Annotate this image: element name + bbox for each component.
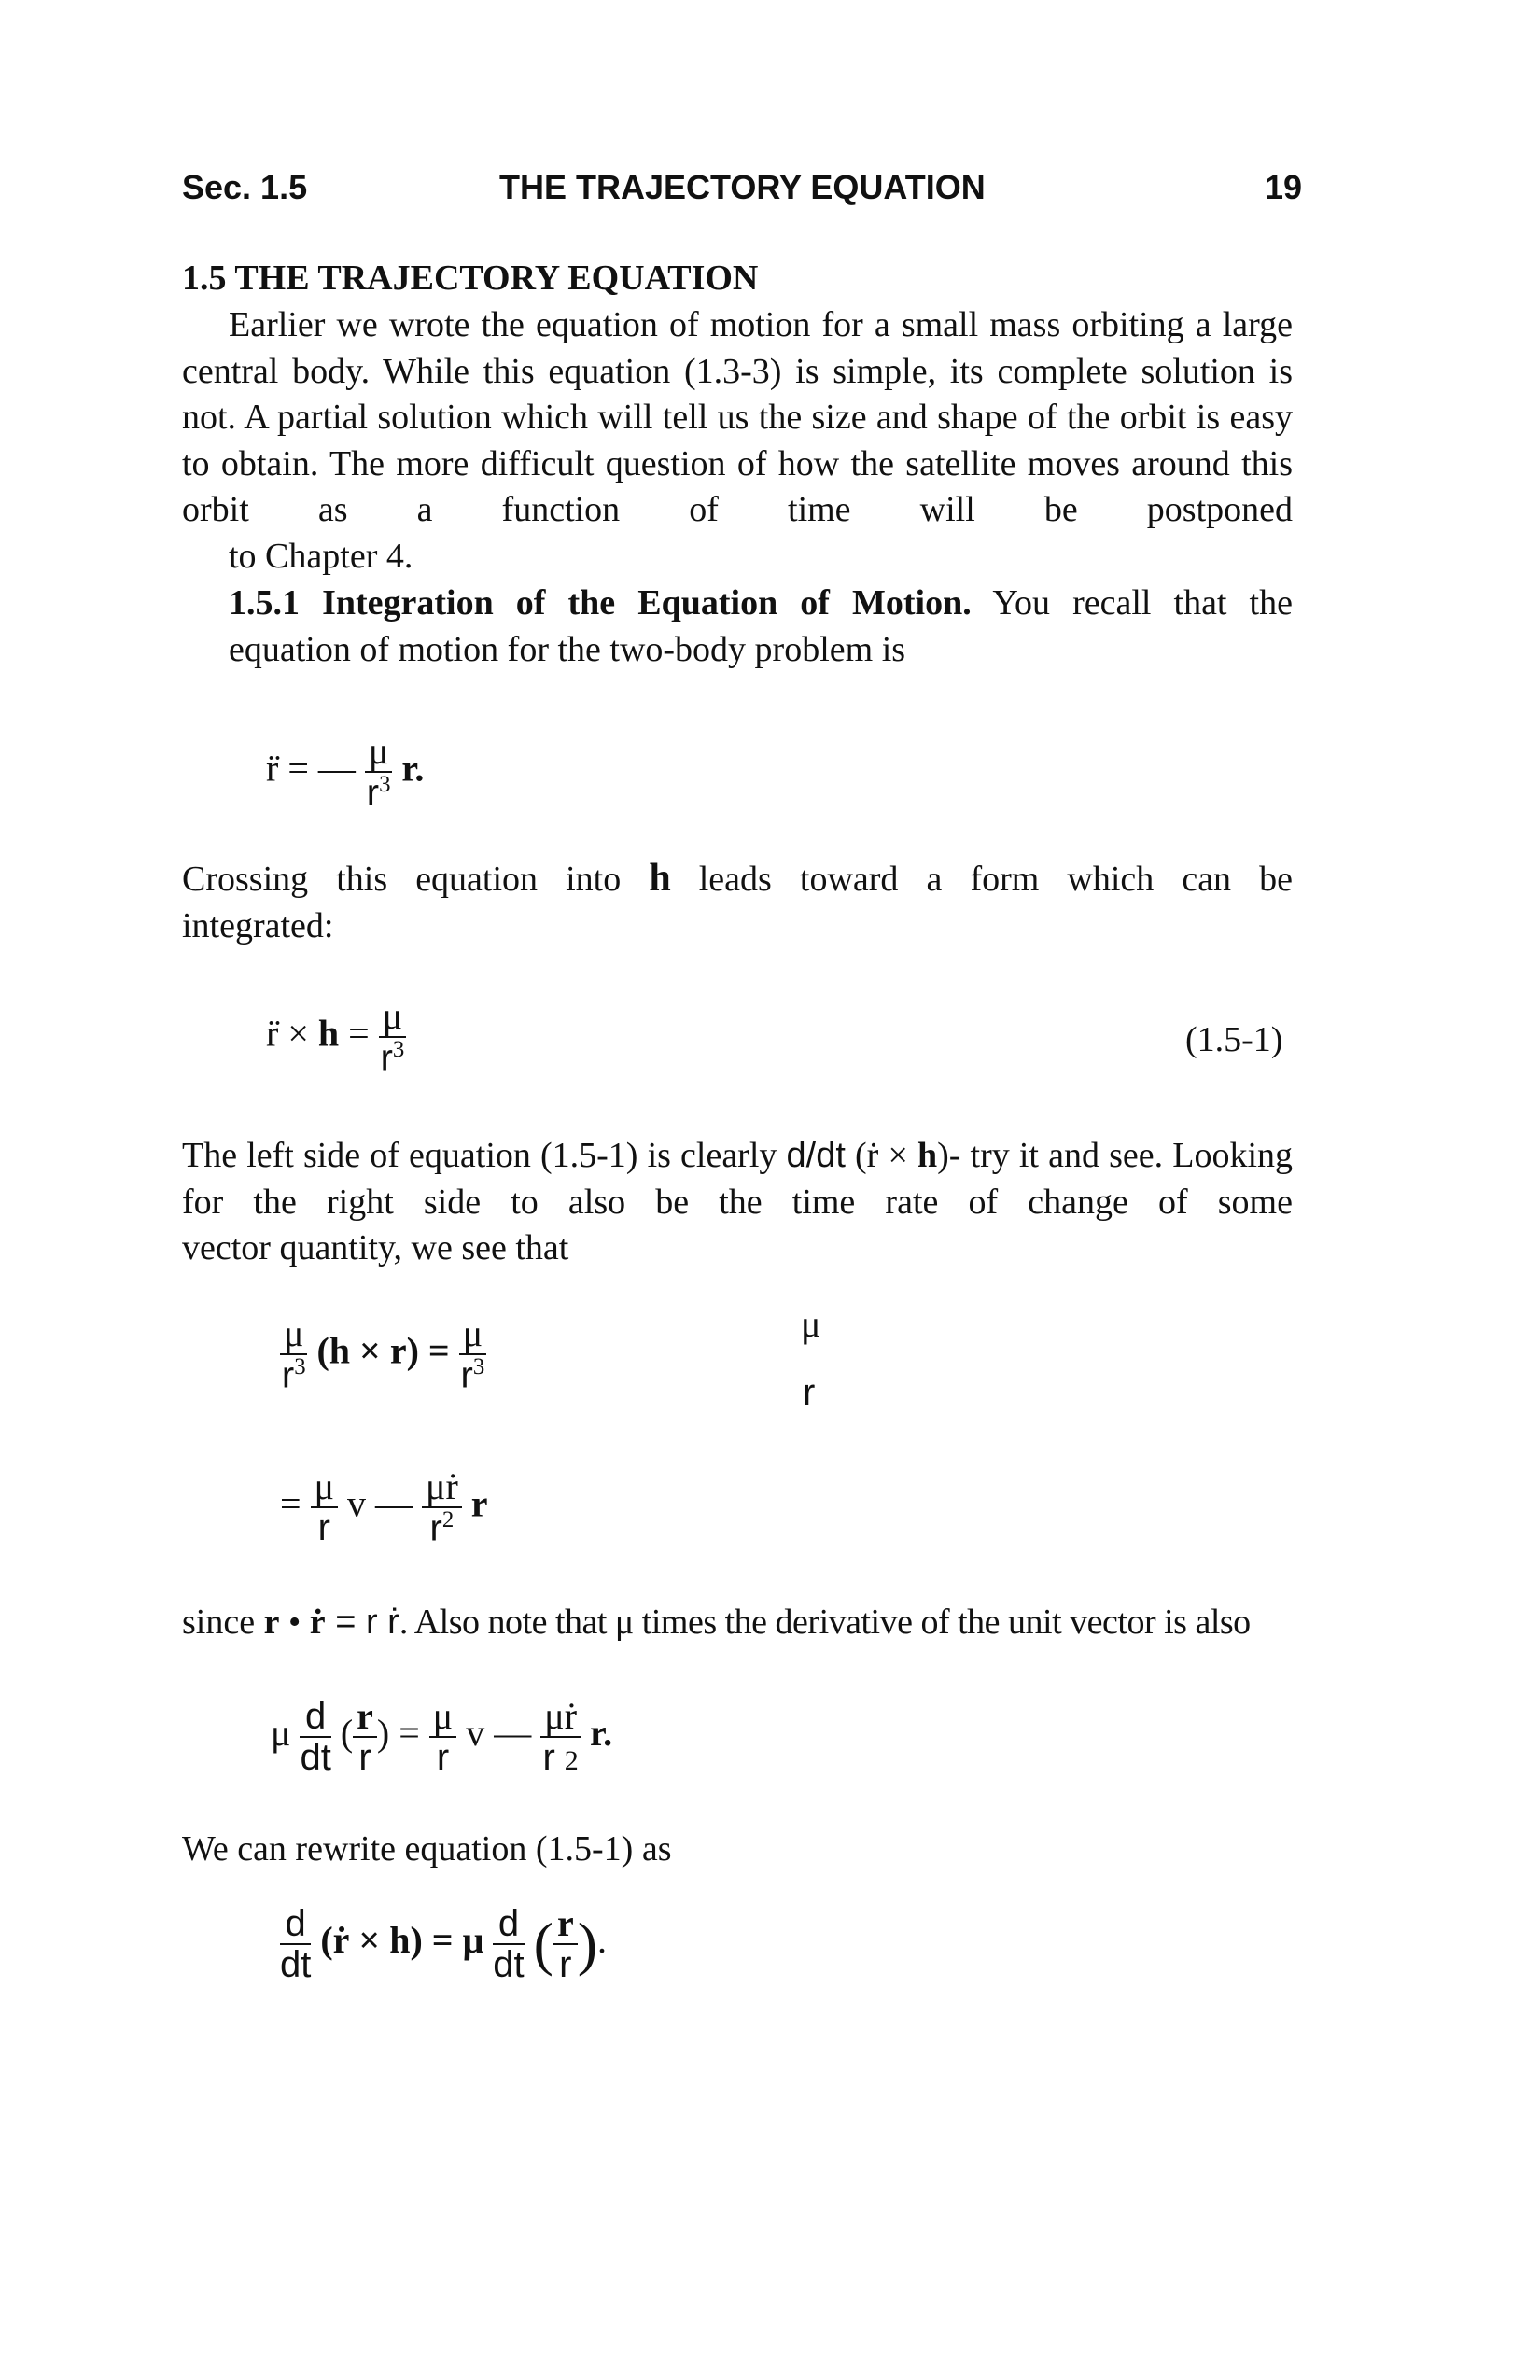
eq-unit-paren-frac bbox=[353, 1697, 377, 1777]
equation-vector bbox=[280, 1314, 486, 1394]
eq-final-d1-num: d bbox=[280, 1904, 311, 1945]
subsection-heading: 1.5.1 Integration of the Equation of Motion. bbox=[229, 583, 972, 623]
left-side-paragraph bbox=[182, 1133, 1293, 1272]
left-side-ddt: d/dt bbox=[786, 1136, 846, 1175]
eq151-fraction bbox=[379, 997, 406, 1077]
rewrite-line: We can rewrite equation (1.5-1) as bbox=[182, 1829, 672, 1869]
intro-line-2: large central body. While this equation (1.3-3) is simple, its complete bbox=[182, 305, 1294, 391]
eq-vec2-eq: = bbox=[280, 1482, 301, 1525]
eq-vec-frac-1-exp: 3 bbox=[294, 1354, 306, 1379]
eq-motion-den-exp: 3 bbox=[379, 772, 391, 797]
eq-unit-d-num: d bbox=[300, 1697, 330, 1738]
left-side-line-2: Looking for the right side to also be the time rate of change of some bbox=[182, 1136, 1294, 1222]
eq-final-d2-den: dt bbox=[493, 1944, 525, 1985]
eq-unit-frac-1-num: μ bbox=[429, 1697, 456, 1738]
intro-line-4: of the orbit is easy to obtain. The more difficult question of how the bbox=[182, 398, 1293, 483]
since-rest: . Also note that μ times the derivative of the unit vector is also bbox=[399, 1603, 1251, 1642]
crossing-bold-h: h bbox=[649, 857, 671, 900]
eq151-den: r bbox=[380, 1037, 393, 1079]
equation-1-5-1 bbox=[266, 997, 406, 1077]
equation-of-motion bbox=[266, 732, 424, 812]
eq-unit-frac-2-den: r bbox=[542, 1737, 555, 1778]
eq-unit-ddt bbox=[300, 1697, 330, 1777]
eq-vec2-frac-1 bbox=[311, 1467, 338, 1547]
crossing-line-2: integrated: bbox=[182, 905, 334, 945]
left-side-line-1a: The left side of equation (1.5-1) is clearly bbox=[182, 1136, 787, 1175]
eq-vec2-frac-2 bbox=[422, 1467, 462, 1547]
eq151-eq: = bbox=[339, 1012, 379, 1055]
eq-vec-frac-1 bbox=[280, 1314, 307, 1394]
eq-motion-rhs: r. bbox=[401, 747, 425, 790]
intro-line-3: solution is not. A partial solution which will tell us the size and shape bbox=[182, 351, 1294, 438]
eq-final-ddt-1 bbox=[280, 1904, 311, 1984]
crossing-line-1b: leads toward a form which can be bbox=[670, 860, 1294, 899]
eq-unit-d-den: dt bbox=[300, 1737, 331, 1778]
eq-vec-stray-mu: μ bbox=[801, 1303, 821, 1345]
eq-vec-stray-r: r bbox=[803, 1372, 816, 1413]
eq-vec-frac-2 bbox=[459, 1314, 486, 1394]
eq-vec2-frac-2-den: r bbox=[429, 1507, 442, 1549]
intro-paragraph bbox=[182, 302, 1293, 581]
eq-motion-eq: = — bbox=[287, 747, 356, 790]
eq-vec2-tail: r bbox=[470, 1482, 488, 1525]
eq-unit-frac-2-exp: 2 bbox=[564, 1745, 579, 1776]
eq-vec-frac-1-num: μ bbox=[280, 1314, 307, 1355]
subsection-line-2: equation of motion for the two-body problem is bbox=[229, 629, 906, 669]
eq-motion-num: μ bbox=[365, 732, 392, 773]
eq-unit-tail: r. bbox=[590, 1712, 613, 1755]
since-dot: • bbox=[279, 1603, 310, 1642]
eq151-lhs-h: h bbox=[317, 1012, 340, 1055]
equation-final: $\frac{d}{dt}$ (ṙ × h) = μ $\frac{d}{dt}$ ( $\frac{r}{r}$ ). bbox=[280, 1902, 608, 1985]
eq151-num: μ bbox=[379, 997, 406, 1038]
page-number: 19 bbox=[1265, 168, 1303, 206]
eq-final-paren-num: r bbox=[553, 1904, 578, 1945]
left-side-line-1b: )- try it and see. bbox=[937, 1136, 1164, 1175]
since-bold-rdot: ṙ bbox=[309, 1603, 326, 1642]
eq-unit-eq: = bbox=[399, 1712, 429, 1755]
intro-line-6: to Chapter 4. bbox=[229, 536, 413, 576]
eq-vec-frac-2-num: μ bbox=[459, 1314, 486, 1355]
eq-vec-frac-2-exp: 3 bbox=[472, 1354, 485, 1379]
eq-motion-lhs: r̈ bbox=[266, 747, 279, 790]
section-heading: 1.5 THE TRAJECTORY EQUATION bbox=[182, 259, 759, 298]
eq-unit-frac-1-den: r bbox=[436, 1737, 450, 1778]
left-side-line-3: vector quantity, we see that bbox=[182, 1228, 569, 1268]
subsection-line-1: You recall that the bbox=[971, 583, 1293, 623]
eq-unit-frac-2 bbox=[540, 1697, 581, 1777]
equation-number-1-5-1: (1.5-1) bbox=[1185, 1020, 1283, 1059]
since-a: since bbox=[182, 1603, 264, 1642]
eq-vec2-frac-1-den: r bbox=[317, 1507, 330, 1549]
since-eq: = r ṙ bbox=[325, 1603, 399, 1642]
intro-line-5: satellite moves around this orbit as a function of time will be postponed bbox=[182, 443, 1294, 530]
eq-final-ddt-2 bbox=[493, 1904, 524, 1984]
subsection-paragraph bbox=[182, 581, 1293, 673]
intro-line-1: Earlier we wrote the equation of motion for a small mass orbiting a bbox=[229, 305, 1211, 344]
since-bold-r: r bbox=[263, 1603, 280, 1642]
since-line bbox=[182, 1600, 1251, 1646]
eq-vec-middle: (h × r) = bbox=[316, 1329, 459, 1372]
eq-motion-den: r bbox=[366, 772, 380, 814]
equation-unit-vector: μ $\frac{d}{dt}$ ( $\frac{r}{r}$ ) = $\frac{\mu}{r}$ v — $\frac{\text{μṙ}}{r 2}$ r. bbox=[271, 1695, 613, 1778]
eq-final-middle: (ṙ × h) = μ bbox=[320, 1919, 494, 1962]
crossing-paragraph bbox=[182, 856, 1293, 949]
eq-unit-mu: μ bbox=[271, 1712, 291, 1755]
eq-vec-frac-1-den: r bbox=[281, 1354, 295, 1396]
eq151-den-exp: 3 bbox=[392, 1037, 405, 1062]
eq151-lhs: r̈ × bbox=[266, 1012, 318, 1055]
eq-final-paren-frac bbox=[553, 1904, 578, 1984]
left-side-bold-h: h bbox=[917, 1136, 938, 1175]
equation-vector-2 bbox=[280, 1467, 488, 1547]
eq-vec2-frac-1-num: μ bbox=[311, 1467, 338, 1508]
eq-motion-fraction bbox=[365, 732, 392, 812]
eq-final-paren-den: r bbox=[559, 1944, 572, 1985]
eq-unit-paren-den: r bbox=[358, 1737, 371, 1778]
eq-vec2-mid: v — bbox=[347, 1482, 423, 1525]
running-header-title: THE TRAJECTORY EQUATION bbox=[499, 168, 986, 206]
crossing-line-1a: Crossing this equation into bbox=[182, 860, 650, 899]
eq-unit-frac-1 bbox=[429, 1697, 456, 1777]
eq-vec2-frac-2-num: μṙ bbox=[422, 1467, 462, 1508]
eq-unit-frac-2-num: μṙ bbox=[540, 1697, 581, 1738]
eq-vec-frac-2-den: r bbox=[460, 1354, 473, 1396]
eq-final-d2-num: d bbox=[493, 1904, 524, 1945]
eq-final-d1-den: dt bbox=[280, 1944, 312, 1985]
eq-unit-mid: v — bbox=[466, 1712, 541, 1755]
eq-vec2-frac-2-exp: 2 bbox=[441, 1507, 455, 1533]
left-side-paren: (ṙ × bbox=[845, 1136, 917, 1175]
eq-unit-paren-num: r bbox=[353, 1697, 377, 1738]
running-header-section: Sec. 1.5 bbox=[182, 168, 308, 206]
